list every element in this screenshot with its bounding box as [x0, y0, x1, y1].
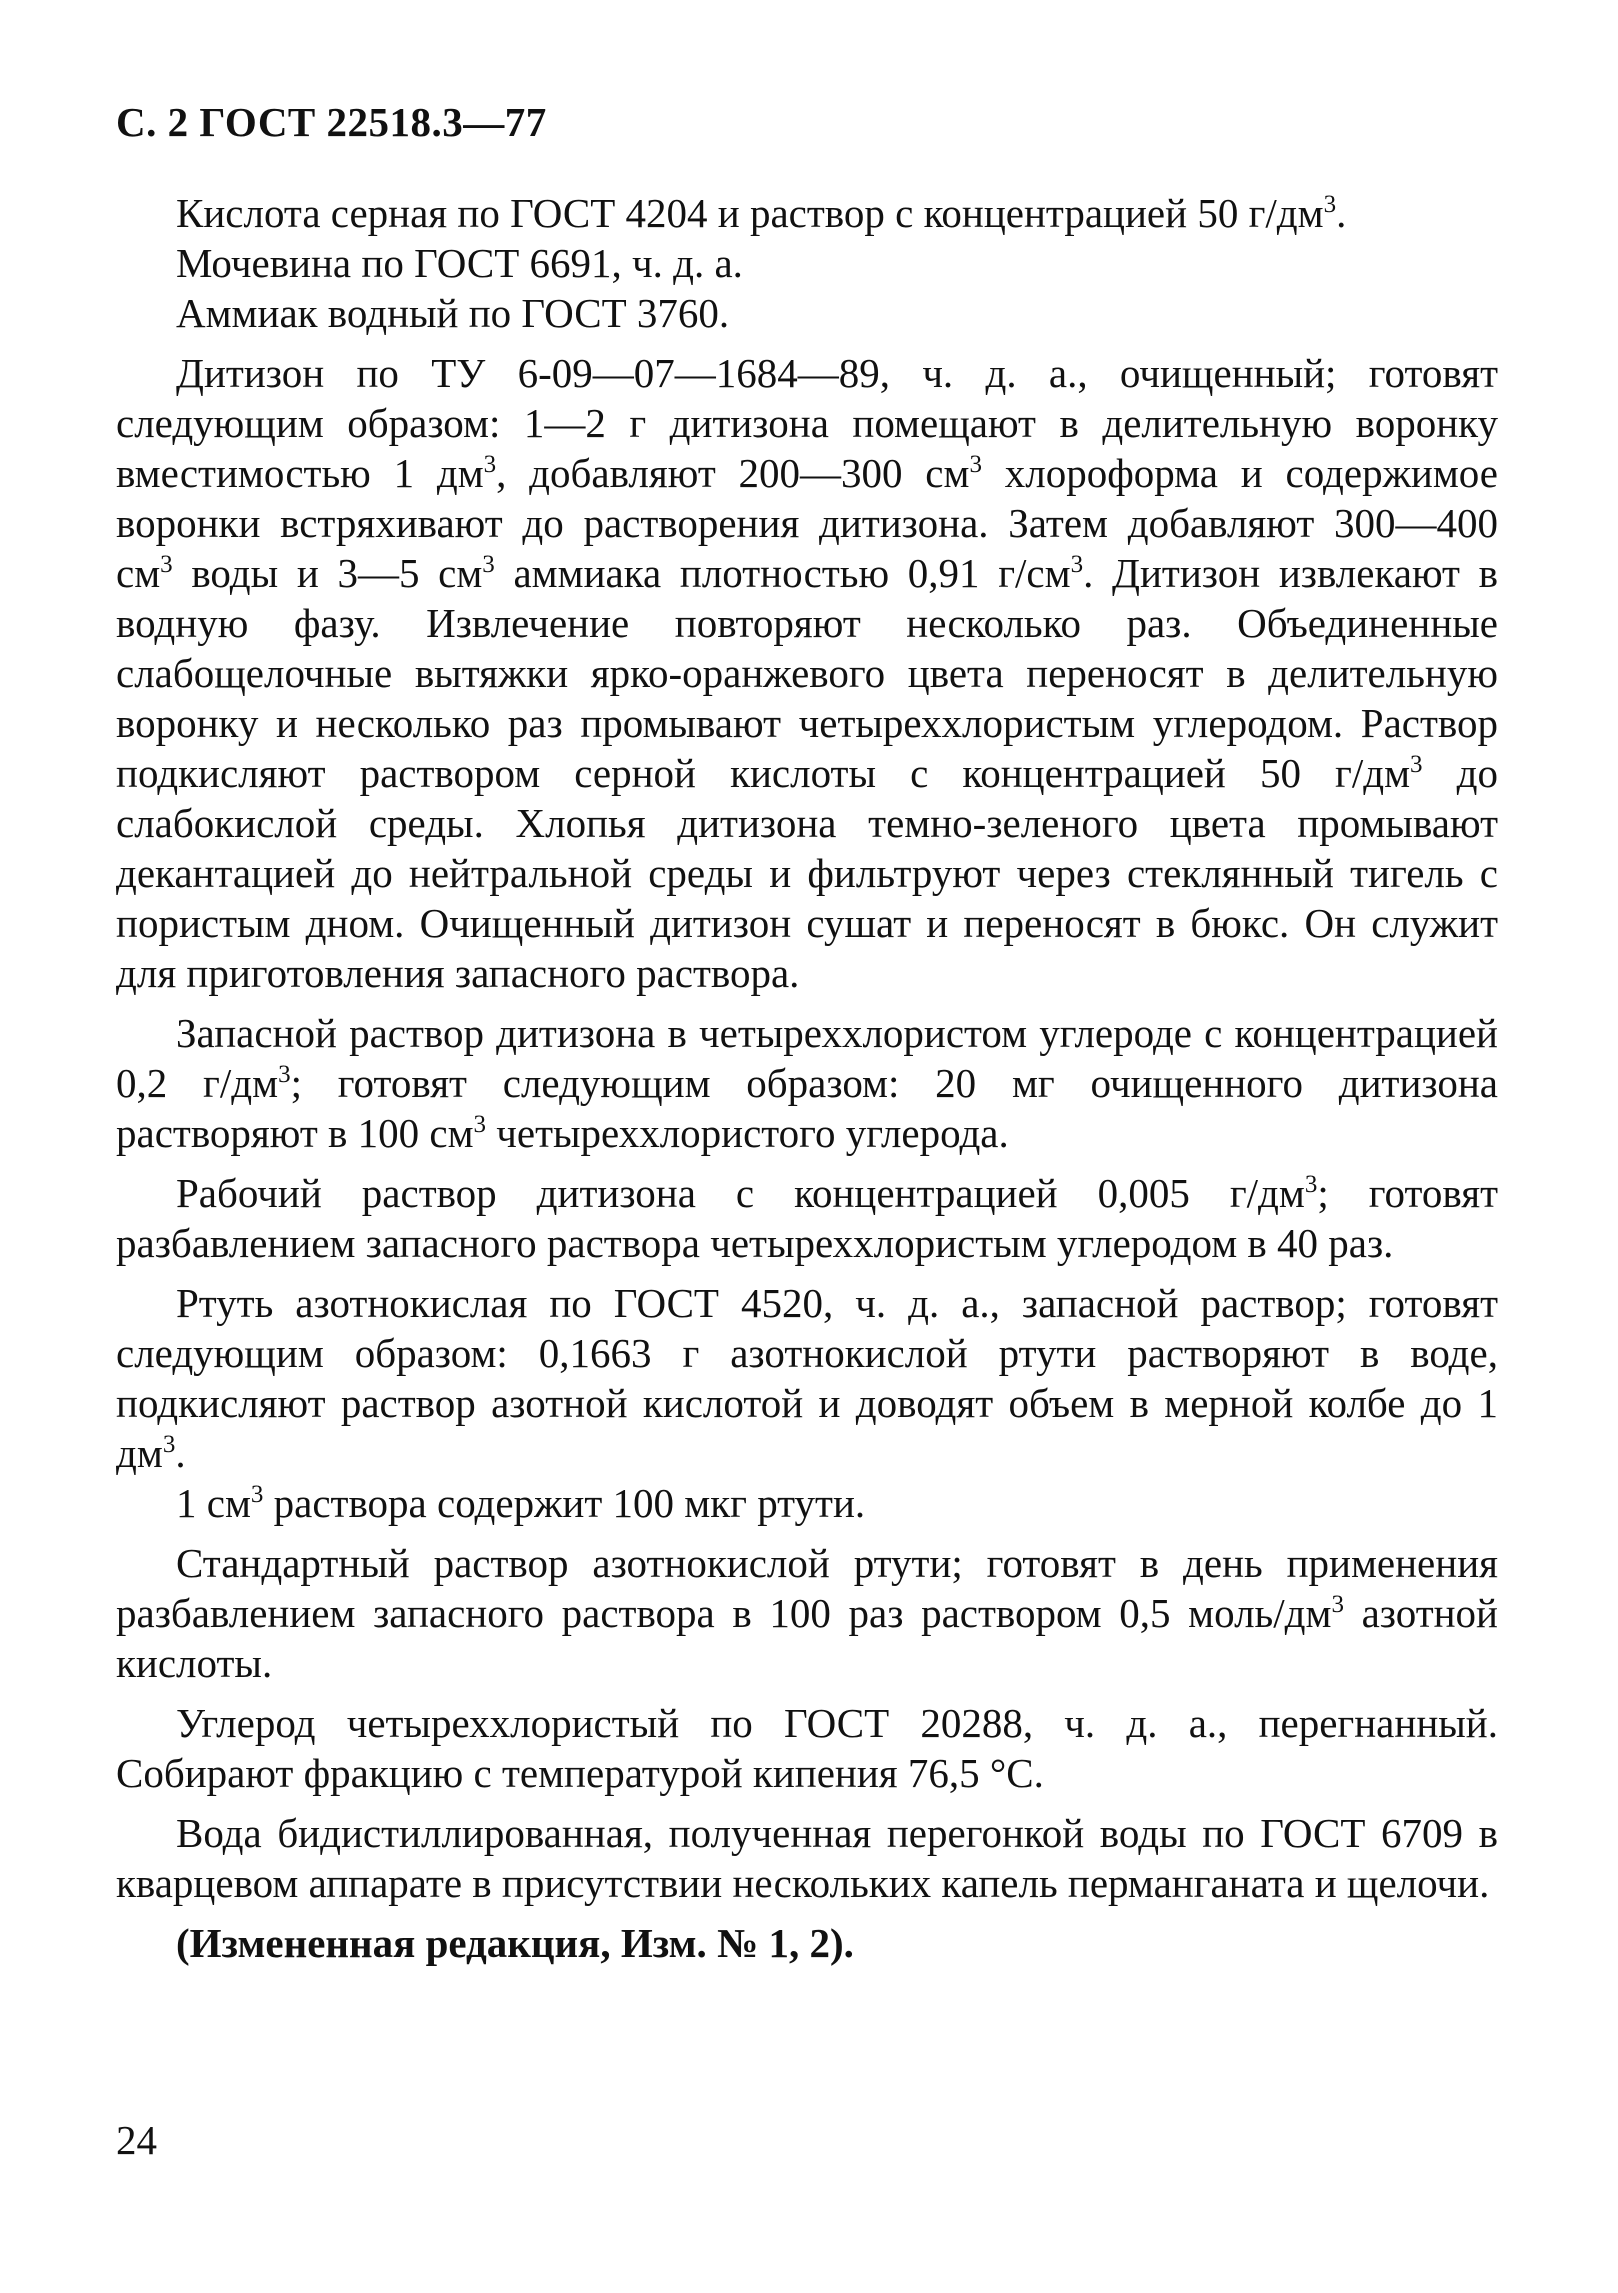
amendment-note: (Измененная редакция, Изм. № 1, 2).	[176, 1920, 854, 1966]
page-header: С. 2 ГОСТ 22518.3—77	[116, 99, 547, 145]
paragraph-mercury-content: 1 $см^3$ раствора содержит 100 мкг ртути.	[176, 1480, 866, 1526]
paragraph-dithizone: Дитизон по ТУ 6-09—07—1684—89, ч. д. а., очищенный; готовят следующим образом: 1—2 г дитизона помещают в делительную воронку вместимостью 1 $дм^3$, добавляют 200—300 $см^3$ хлороформа и содержимое воронки встряхивают до растворения дитизона. Затем добавляют 300—400 $см^3$ воды и 3—5 $см^3$ аммиака плотностью 0,91 $г/см^3$. Дитизон извлекают в водную фазу. Извлечение повторяют несколько раз. Объединенные слабощелочные вытяжки ярко-оранжевого цвета переносят в делительную воронку и несколько раз промывают четыреххлористым углеродом. Раствор подкисляют раствором серной кислоты с концентрацией 50 $г/дм^3$ до слабокислой среды. Хлопья дитизона темно-зеленого цвета промывают декантацией до нейтральной среды и фильтруют через стеклянный тигель с пористым дном. Очищенный дитизон сушат и переносят в бюкс. Он служит для приготовления запасного раствора.	[116, 350, 1499, 996]
paragraph-urea: Мочевина по ГОСТ 6691, ч. д. а.	[176, 240, 743, 286]
paragraph-working-dithizone: Рабочий раствор дитизона с концентрацией 0,005 $г/дм^3$; готовят разбавлением запасного раствора четыреххлористым углеродом в 40 раз.	[116, 1170, 1498, 1266]
page-number: 24	[116, 2117, 157, 2163]
paragraph-standard-solution: Стандартный раствор азотнокислой ртути; готовят в день применения разбавлением запасного раствора в 100 раз раствором 0,5 моль/$дм^3$ азотной кислоты.	[116, 1540, 1498, 1686]
paragraph-bidistilled-water: Вода бидистиллированная, полученная перегонкой воды по ГОСТ 6709 в кварцевом аппарате в присутствии нескольких капель перманганата и щелочи.	[116, 1810, 1498, 1906]
paragraph-stock-dithizone: Запасной раствор дитизона в четыреххлористом углероде с концентрацией 0,2 $г/дм^3$; готовят следующим образом: 20 мг очищенного дитизона растворяют в 100 $см^3$ четыреххлористого углерода.	[116, 1010, 1498, 1156]
paragraph-sulfuric-acid: Кислота серная по ГОСТ 4204 и раствор с концентрацией 50 $г/дм^3$.	[176, 190, 1347, 236]
paragraph-carbon-tetrachloride: Углерод четыреххлористый по ГОСТ 20288, ч. д. а., перегнанный. Собирают фракцию с температурой кипения 76,5 °С.	[116, 1700, 1498, 1796]
paragraph-mercury-nitrate: Ртуть азотнокислая по ГОСТ 4520, ч. д. а., запасной раствор; готовят следующим образом: 0,1663 г азотнокислой ртути растворяют в воде, подкисляют раствор азотной кислотой и доводят объем в мерной колбе до 1 $дм^3$.	[116, 1280, 1498, 1476]
paragraph-ammonia: Аммиак водный по ГОСТ 3760.	[176, 290, 730, 336]
document-body	[116, 188, 1498, 1968]
